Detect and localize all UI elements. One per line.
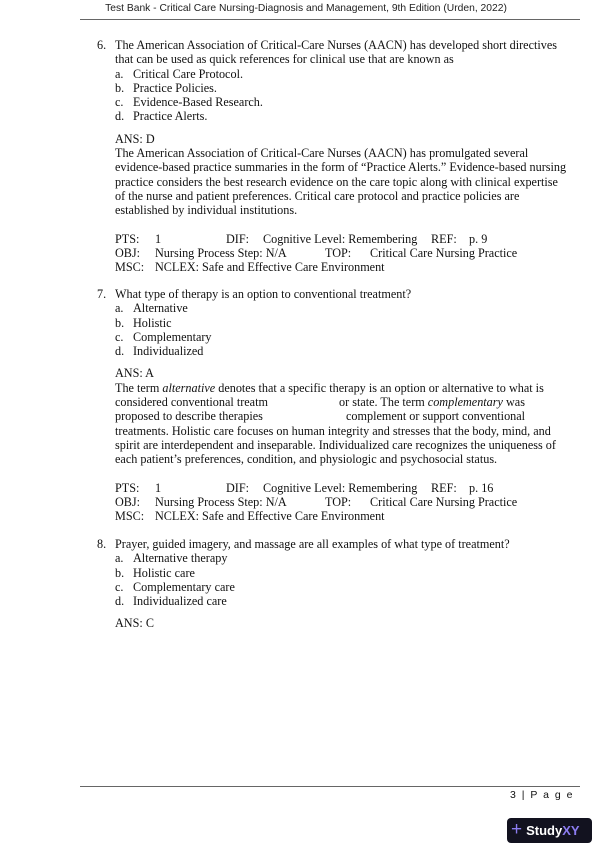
meta-row-2: OBJ: Nursing Process Step: N/A TOP: Critical Care Nursing Practice bbox=[115, 494, 518, 509]
footer-divider bbox=[80, 786, 580, 787]
option-c: c. Complementary bbox=[115, 329, 212, 344]
rationale-line: each patient’s preferences, condition, and physiologic and psychosocial status. bbox=[115, 452, 498, 467]
option-a: a. Alternative therapy bbox=[115, 551, 228, 566]
option-d: d. Individualized care bbox=[115, 594, 227, 609]
option-a: a. Critical Care Protocol. bbox=[115, 66, 243, 81]
meta-row-3: MSC: NCLEX: Safe and Effective Care Environment bbox=[115, 509, 385, 524]
option-a: a. Alternative bbox=[115, 301, 188, 316]
option-b: b. Holistic care bbox=[115, 565, 195, 580]
rationale-line: spirit are interdependent and inseparable. Individualized care recognizes the uniqueness of bbox=[115, 437, 556, 452]
rationale-line: of the nurse and patient preferences. Critical care protocol and practice policies are bbox=[115, 188, 520, 203]
meta-row-1: PTS: 1 DIF: Cognitive Level: Remembering REF: p. 9 bbox=[115, 231, 488, 246]
question-stem: that can be used as quick references for clinical use that are known as bbox=[115, 52, 454, 67]
rationale-line: evidence-based practice summaries in the form of “Practice Alerts.” Evidence-based nursing bbox=[115, 160, 567, 175]
option-c: c. Evidence-Based Research. bbox=[115, 95, 263, 110]
question-6 bbox=[97, 38, 577, 274]
question-number: 7. bbox=[97, 287, 107, 301]
meta-row-1: PTS: 1 DIF: Cognitive Level: Remembering REF: p. 16 bbox=[115, 480, 494, 495]
option-d: d. Practice Alerts. bbox=[115, 109, 208, 124]
studyxy-logo[interactable]: + Study XY bbox=[507, 818, 592, 843]
question-7 bbox=[97, 287, 577, 523]
meta-row-3: MSC: NCLEX: Safe and Effective Care Environment bbox=[115, 260, 385, 275]
option-b: b. Practice Policies. bbox=[115, 80, 217, 95]
plus-icon: + bbox=[511, 818, 523, 840]
answer: ANS: C bbox=[115, 616, 154, 631]
question-number: 6. bbox=[97, 38, 107, 52]
answer: ANS: A bbox=[115, 366, 154, 381]
question-8 bbox=[97, 537, 577, 631]
rationale-line: established by individual institutions. bbox=[115, 203, 298, 218]
rationale-line: The term alternative denotes that a specific therapy is an option or alternative to what is bbox=[115, 380, 544, 395]
answer: ANS: D bbox=[115, 131, 155, 146]
option-b: b. Holistic bbox=[115, 315, 172, 330]
question-number: 8. bbox=[97, 537, 107, 551]
option-d: d. Individualized bbox=[115, 344, 204, 359]
page-number: 3 | P a g e bbox=[510, 789, 574, 801]
question-stem: The American Association of Critical-Care Nurses (AACN) has developed short directives bbox=[115, 38, 558, 52]
rationale-line: practice considers the best research evidence on the care topic along with clinical expertise bbox=[115, 174, 558, 189]
option-c: c. Complementary care bbox=[115, 579, 235, 594]
rationale-line: The American Association of Critical-Care Nurses (AACN) has promulgated several bbox=[115, 146, 529, 161]
rationale-line: proposed to describe therapies complement or support conventional bbox=[115, 409, 526, 424]
meta-row-2: OBJ: Nursing Process Step: N/A TOP: Critical Care Nursing Practice bbox=[115, 245, 518, 260]
header-divider bbox=[80, 19, 580, 20]
question-stem: What type of therapy is an option to conventional treatment? bbox=[115, 287, 412, 301]
rationale-line: considered conventional treatm or state. The term complementary was bbox=[115, 395, 525, 410]
page-header: Test Bank - Critical Care Nursing-Diagnosis and Management, 9th Edition (Urden, 2022) bbox=[105, 3, 507, 14]
question-stem: Prayer, guided imagery, and massage are all examples of what type of treatment? bbox=[115, 537, 510, 551]
rationale-line: treatments. Holistic care focuses on human integrity and stresses that the body, mind, and bbox=[115, 423, 551, 438]
